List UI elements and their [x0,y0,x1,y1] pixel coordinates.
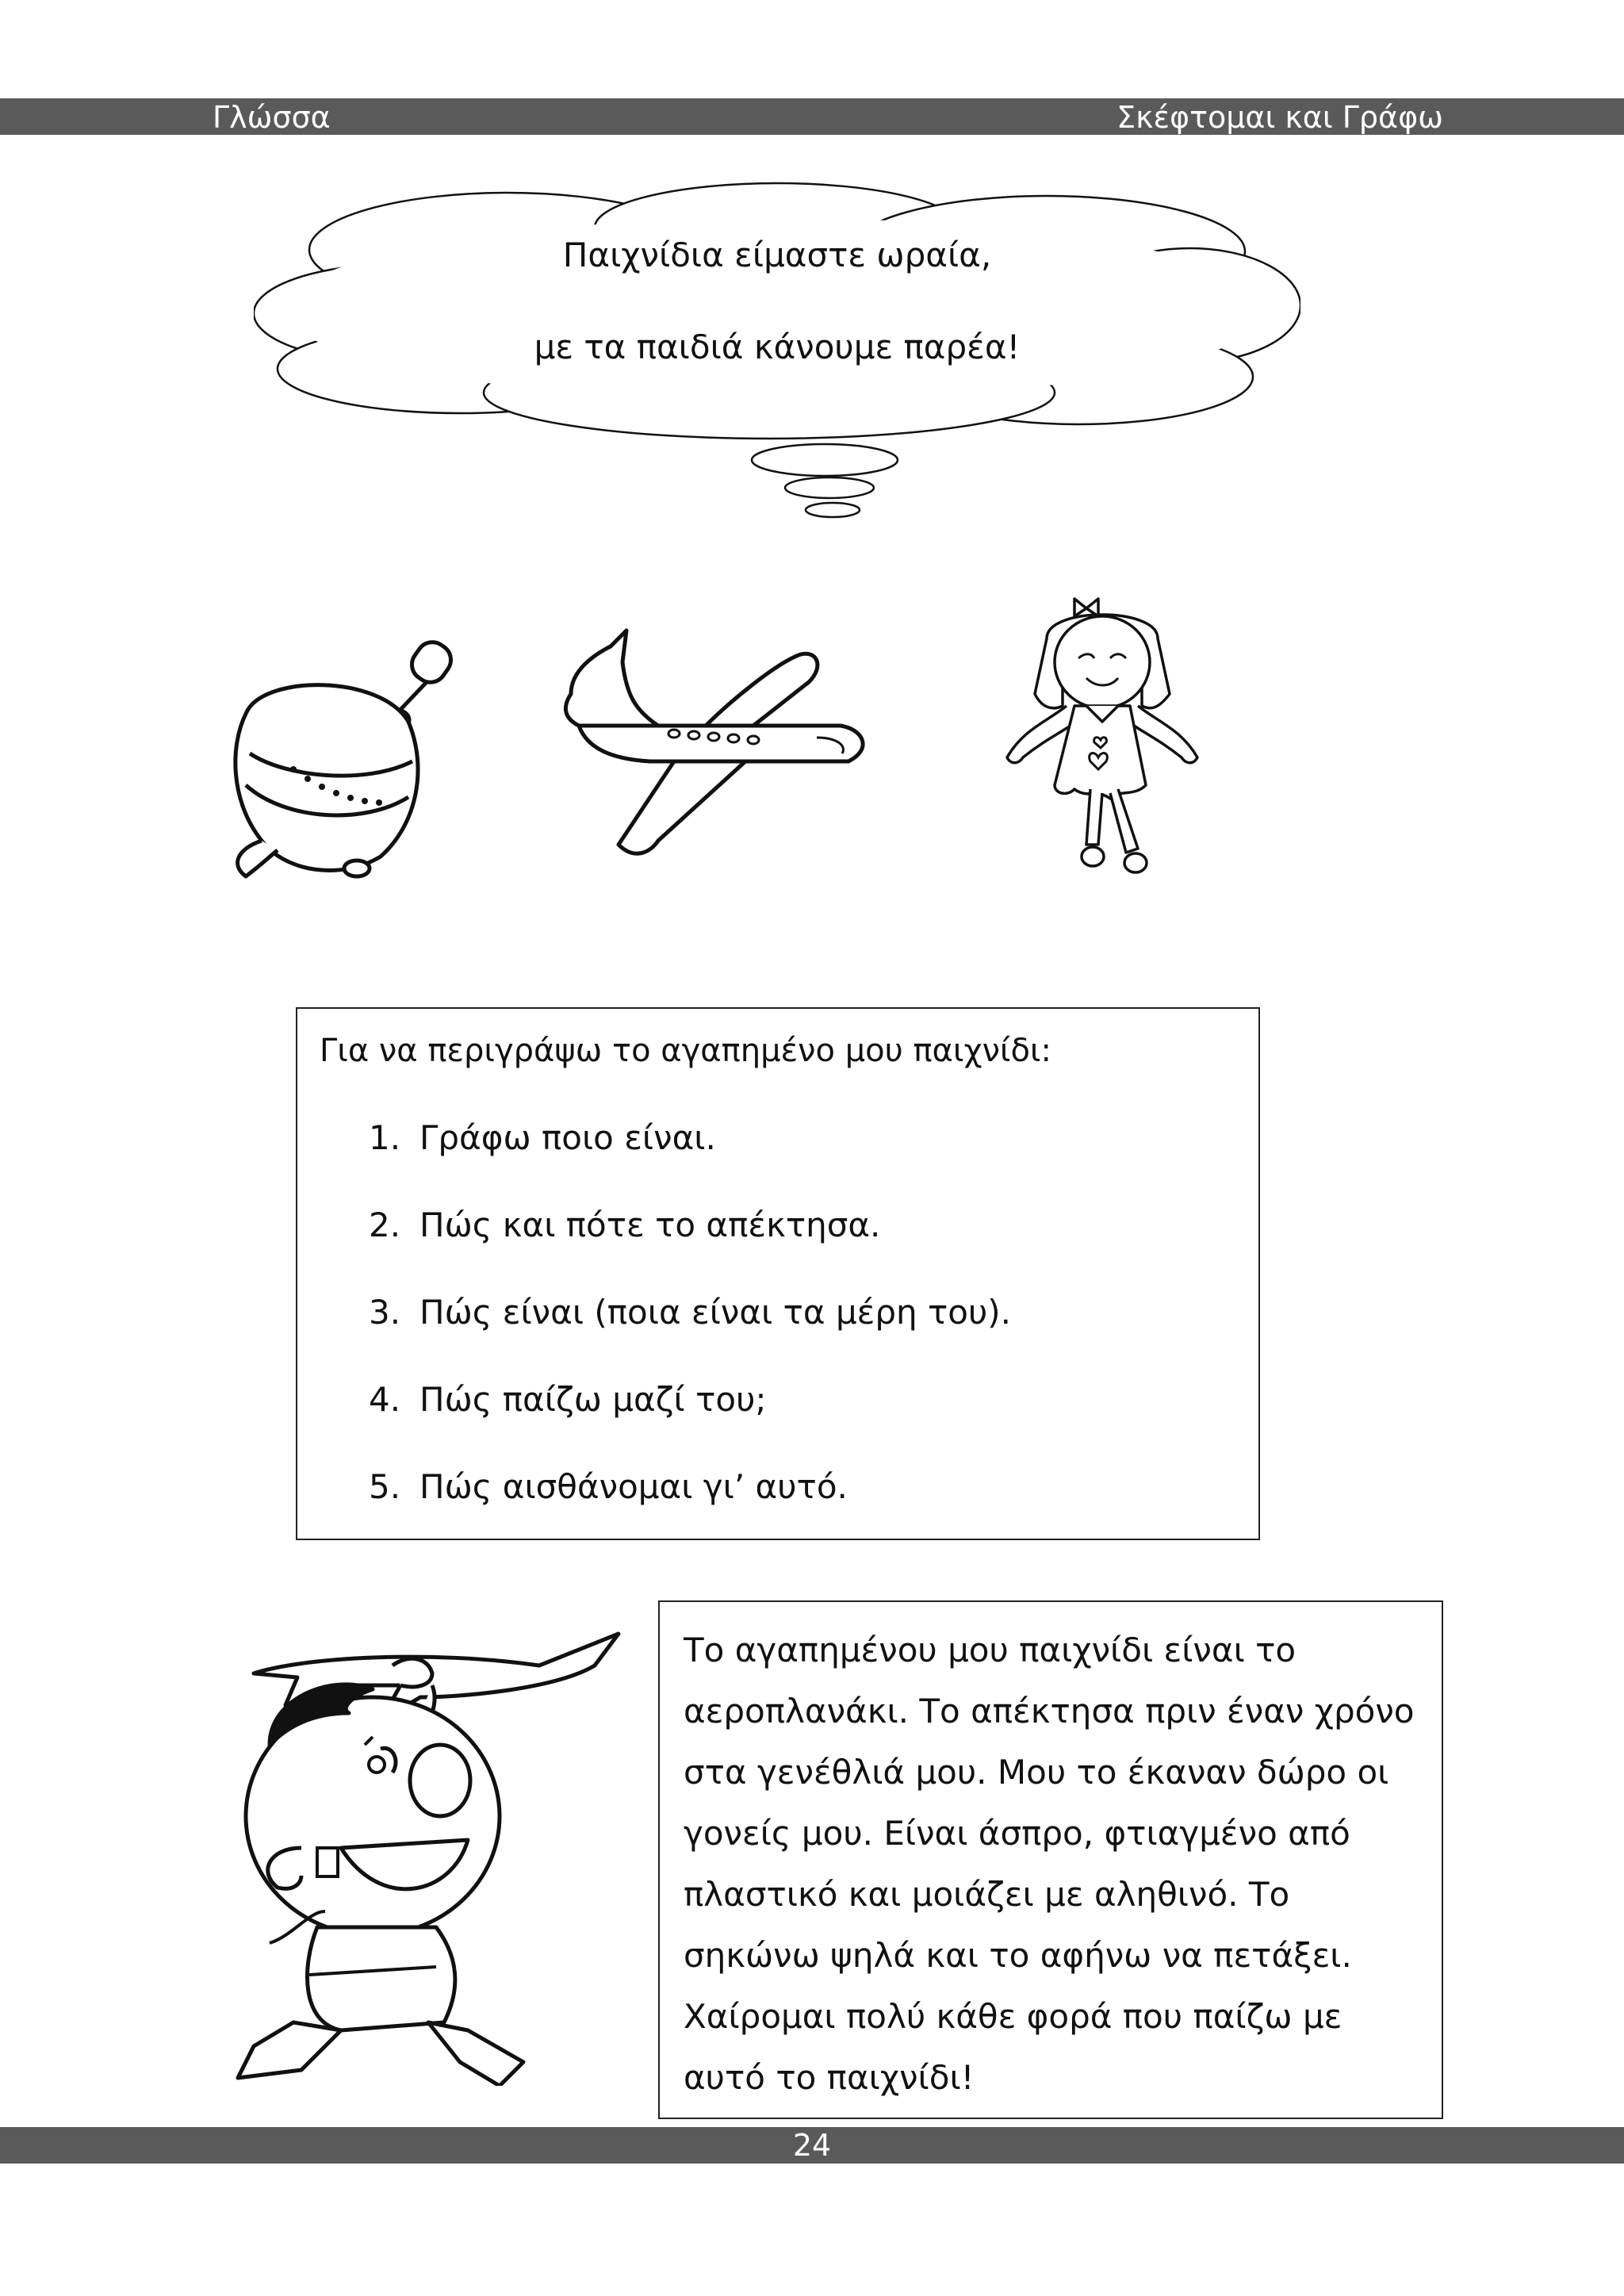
story-line: σηκώνω ψηλά και το αφήνω να πετάξει. [684,1936,1352,1975]
step-item: 2. Πώς και πότε το απέκτησα. [369,1205,881,1244]
story-line: πλαστικό και μοιάζει με αληθινό. Το [684,1875,1290,1914]
story-line: Χαίρομαι πολύ κάθε φορά που παίζω με [684,1997,1342,2036]
section-title: Σκέφτομαι και Γράφω [1116,100,1443,135]
step-item: 5. Πώς αισθάνομαι γι’ αυτό. [369,1467,848,1506]
boy-with-airplane-image [222,1610,650,2086]
story-line: γονείς μου. Είναι άσπρο, φτιαγμένο από [684,1814,1350,1853]
steps-box [296,1007,1260,1540]
step-item: 1. Γράφω ποιο είναι. [369,1118,716,1157]
spinning-top-image [214,627,468,888]
story-line: αυτό το παιχνίδι! [684,2058,975,2097]
airplane-image [547,623,872,861]
subject-title: Γλώσσα [213,100,331,135]
story-line: αεροπλανάκι. Το απέκτησα πριν έναν χρόνο [684,1692,1415,1731]
story-line: στα γενέθλιά μου. Μου το έκαναν δώρο οι [684,1753,1389,1792]
story-paragraph [684,1619,1429,2108]
header-bar [0,98,1624,135]
cloud-line-2: με τα παιδιά κάνουμε παρέα! [534,328,1021,366]
cloud-line-1: Παιχνίδια είμαστε ωραία, [562,236,992,274]
page-number: 24 [792,2128,832,2163]
steps-heading: Για να περιγράψω το αγαπημένο μου παιχνίδι: [320,1033,1051,1069]
story-box [658,1600,1443,2119]
story-line: Το αγαπημένου μου παιχνίδι είναι το [684,1631,1297,1669]
step-item: 3. Πώς είναι (ποια είναι τα μέρη του). [369,1293,1012,1332]
doll-image [999,591,1205,884]
step-item: 4. Πώς παίζω μαζί του; [369,1380,767,1419]
footer-bar [0,2127,1624,2164]
